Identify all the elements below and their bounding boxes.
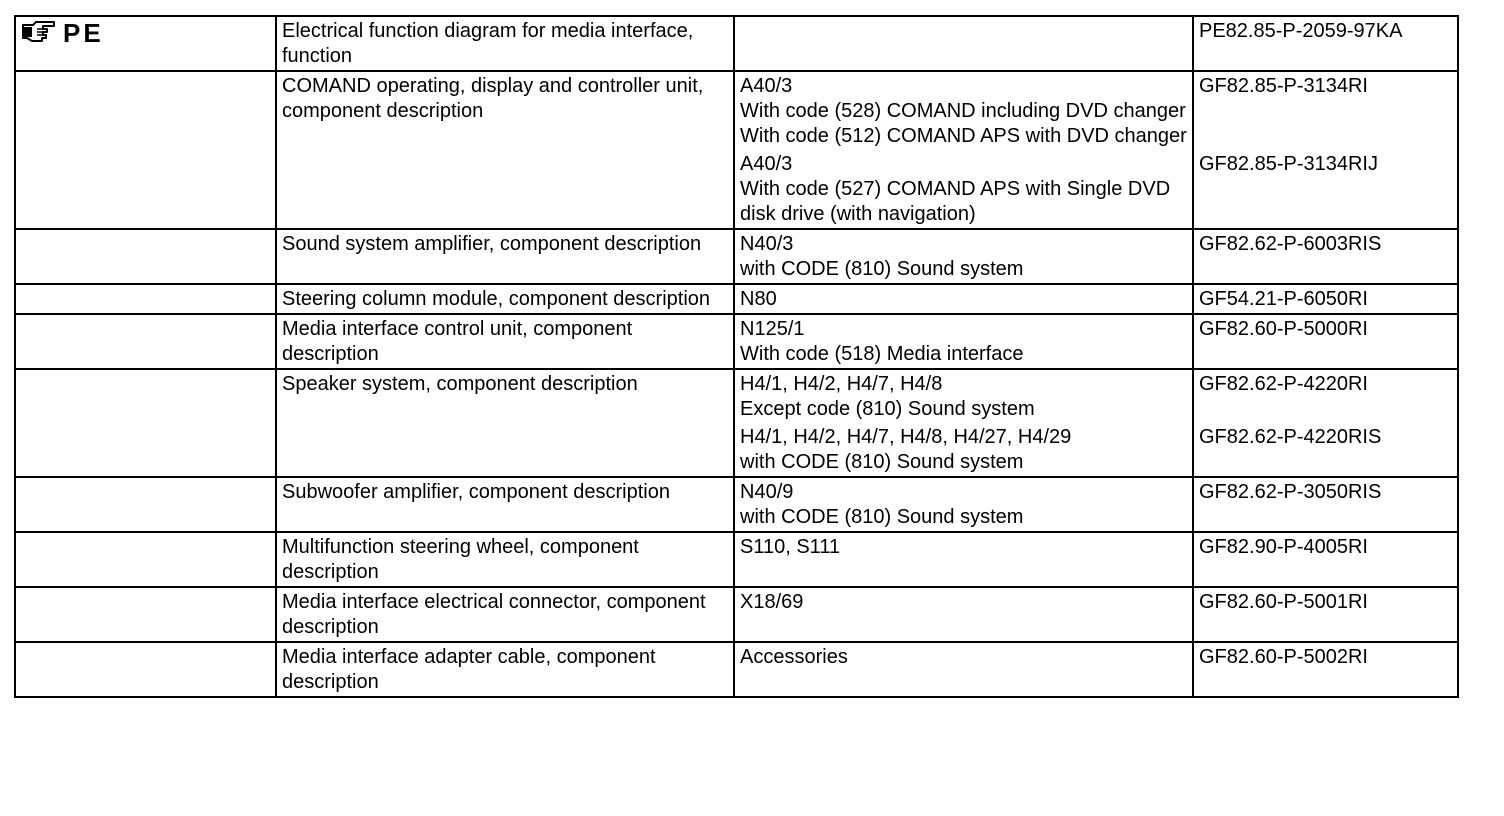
description-cell: [276, 369, 734, 477]
document-number: GF82.60-P-5000RI: [1199, 318, 1368, 340]
document-number: GF82.60-P-5002RI: [1199, 646, 1368, 668]
document-number: GF82.62-P-3050RIS: [1199, 481, 1382, 503]
marker-cell: [15, 16, 276, 71]
component-cell: [734, 369, 1193, 477]
description-text: Subwoofer amplifier, component description: [282, 481, 670, 503]
component-line: With code (512) COMAND APS with DVD changer: [740, 125, 1187, 147]
document-number-cell: [1193, 532, 1458, 587]
description-text: Sound system amplifier, component description: [282, 233, 702, 255]
document-number: GF82.90-P-4005RI: [1199, 536, 1368, 558]
description-cell: [276, 314, 734, 369]
table-row: [15, 369, 1458, 477]
table-row: [15, 642, 1458, 697]
component-entry: [740, 317, 1187, 367]
component-cell: [734, 314, 1193, 369]
marker-cell: [15, 587, 276, 642]
component-line: S110, S111: [740, 536, 841, 558]
component-entry: [740, 287, 1187, 312]
document-number-cell: [1193, 587, 1458, 642]
table-row: [15, 314, 1458, 369]
reference-table-body: [15, 16, 1458, 697]
marker-cell: [15, 477, 276, 532]
description-text: Media interface control unit, component description: [282, 318, 633, 365]
component-line: Accessories: [740, 646, 848, 668]
marker-cell: [15, 642, 276, 697]
marker-cell: [15, 532, 276, 587]
component-line: With code (527) COMAND APS with Single DVD disk drive (with navigation): [740, 178, 1171, 225]
component-cell: [734, 532, 1193, 587]
component-cell: [734, 284, 1193, 314]
component-entry: [740, 590, 1187, 615]
document-number-cell: [1193, 284, 1458, 314]
document-number: PE82.85-P-2059-97KA: [1199, 20, 1403, 42]
document-number: GF82.62-P-4220RIS: [1199, 426, 1382, 448]
component-entry: [740, 645, 1187, 670]
document-number: GF82.60-P-5001RI: [1199, 591, 1368, 613]
marker-cell: [15, 314, 276, 369]
description-text: Steering column module, component description: [282, 288, 711, 310]
description-text: COMAND operating, display and controller unit, component description: [282, 75, 704, 122]
description-cell: [276, 229, 734, 284]
description-cell: [276, 16, 734, 71]
table-row: [15, 16, 1458, 71]
component-line: A40/3: [740, 75, 793, 97]
component-cell: [734, 16, 1193, 71]
description-cell: [276, 532, 734, 587]
pointing-hand-icon: [21, 20, 57, 46]
component-entry: [740, 232, 1187, 282]
component-cell: [734, 229, 1193, 284]
document-number-cell: [1193, 16, 1458, 71]
component-line: With code (518) Media interface: [740, 343, 1024, 365]
component-line: Except code (810) Sound system: [740, 398, 1035, 420]
table-row: [15, 229, 1458, 284]
component-entry: [740, 152, 1187, 227]
component-line: with CODE (810) Sound system: [740, 258, 1024, 280]
table-row: [15, 587, 1458, 642]
table-row: [15, 71, 1458, 229]
description-cell: [276, 587, 734, 642]
component-line: N80: [740, 288, 777, 310]
table-row: [15, 532, 1458, 587]
component-entry: [740, 535, 1187, 560]
description-cell: [276, 71, 734, 229]
component-line: N40/3: [740, 233, 794, 255]
document-number-cell: [1193, 369, 1458, 477]
component-line: H4/1, H4/2, H4/7, H4/8, H4/27, H4/29: [740, 426, 1072, 448]
marker-cell: [15, 284, 276, 314]
component-cell: [734, 587, 1193, 642]
description-cell: [276, 642, 734, 697]
component-entry: [740, 74, 1187, 149]
table-row: [15, 284, 1458, 314]
component-entry: [740, 372, 1187, 422]
description-text: Multifunction steering wheel, component description: [282, 536, 639, 583]
document-number: GF82.62-P-6003RIS: [1199, 233, 1382, 255]
component-line: With code (528) COMAND including DVD changer: [740, 100, 1186, 122]
document-number: GF54.21-P-6050RI: [1199, 288, 1368, 310]
component-line: with CODE (810) Sound system: [740, 451, 1024, 473]
description-text: Electrical function diagram for media interface, function: [282, 20, 694, 67]
component-entry: [740, 480, 1187, 530]
component-cell: [734, 642, 1193, 697]
document-number: GF82.85-P-3134RI: [1199, 75, 1368, 97]
component-line: N125/1: [740, 318, 805, 340]
marker-cell: [15, 229, 276, 284]
description-text: Media interface adapter cable, component description: [282, 646, 656, 693]
document-number-cell: [1193, 229, 1458, 284]
marker-cell: [15, 71, 276, 229]
description-cell: [276, 284, 734, 314]
document-number: GF82.62-P-4220RI: [1199, 373, 1368, 395]
pe-marker: [21, 19, 270, 47]
component-entry: [740, 425, 1187, 475]
marker-cell: [15, 369, 276, 477]
document-number: GF82.85-P-3134RIJ: [1199, 153, 1378, 175]
document-number-cell: [1193, 477, 1458, 532]
component-line: N40/9: [740, 481, 794, 503]
document-number-cell: [1193, 642, 1458, 697]
description-text: Speaker system, component description: [282, 373, 638, 395]
component-line: X18/69: [740, 591, 804, 613]
reference-table: [14, 15, 1459, 698]
component-line: with CODE (810) Sound system: [740, 506, 1024, 528]
pe-marker-text: PE: [63, 17, 104, 48]
document-number-cell: [1193, 71, 1458, 229]
description-cell: [276, 477, 734, 532]
table-row: [15, 477, 1458, 532]
component-line: A40/3: [740, 153, 793, 175]
description-text: Media interface electrical connector, component description: [282, 591, 706, 638]
document-number-cell: [1193, 314, 1458, 369]
component-cell: [734, 71, 1193, 229]
component-line: H4/1, H4/2, H4/7, H4/8: [740, 373, 943, 395]
component-cell: [734, 477, 1193, 532]
